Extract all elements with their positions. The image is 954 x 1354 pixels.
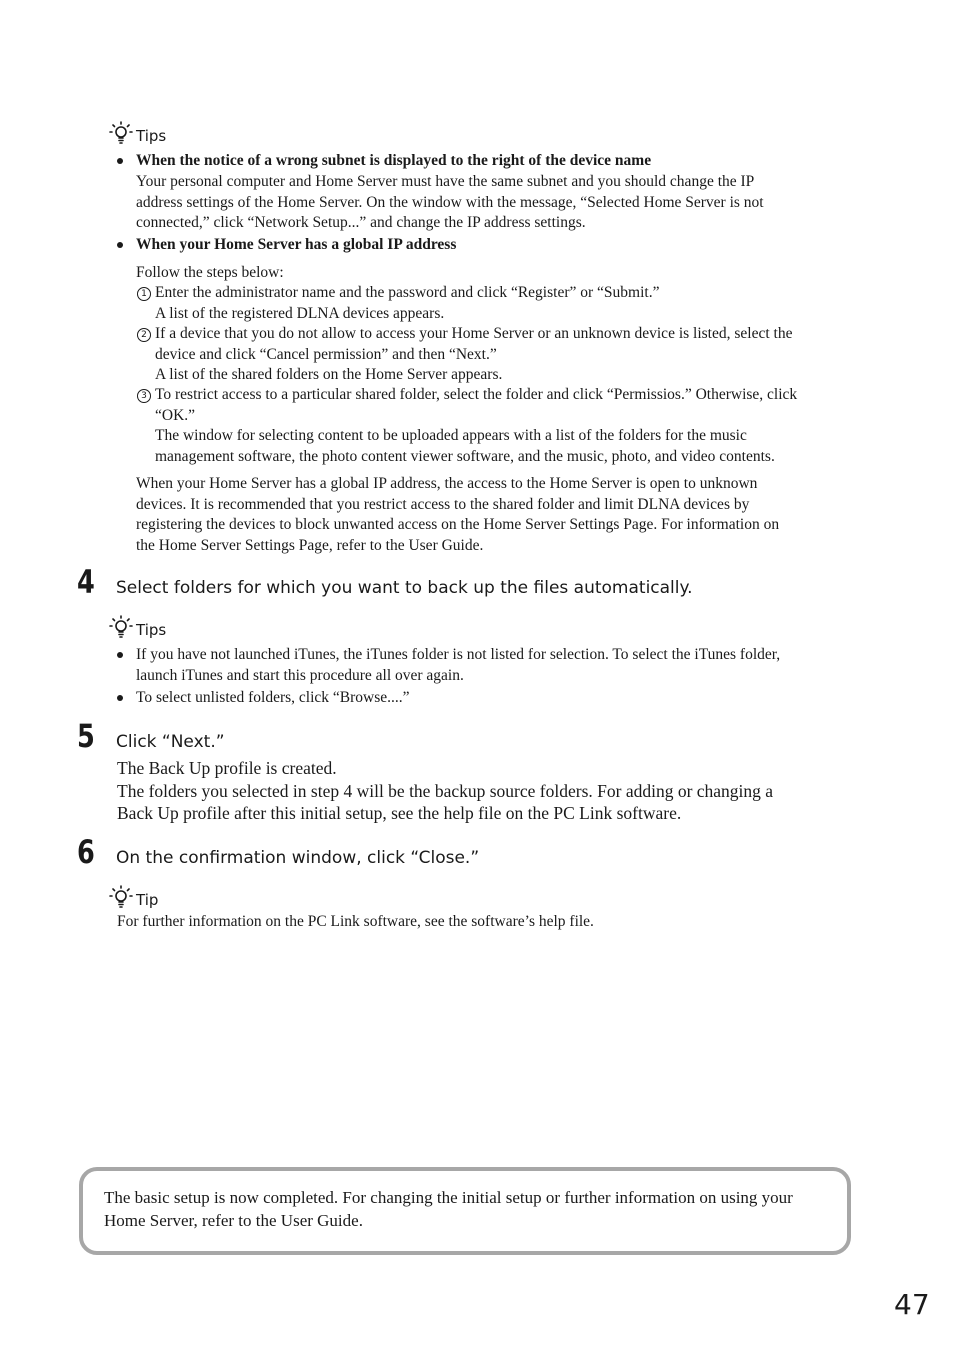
text-line: connected,” click “Network Setup...” and change the IP address settings. [136,214,586,232]
text-line: Back Up profile after this initial setup, see the help file on the PC Link software. [117,803,682,823]
text-line: the Home Server Settings Page, refer to the User Guide. [136,536,484,554]
page-number: 47 [894,1288,930,1321]
circled-number: 3 [137,389,151,403]
bullet [117,652,123,658]
text-line: To restrict access to a particular shared folder, select the folder and click “Permissios.” Otherwise, click [155,386,798,403]
note-text [104,1187,793,1232]
tips-header [109,121,166,145]
bullet [117,695,123,701]
text-line: The Back Up profile is created. [117,758,337,778]
tip-body [136,645,780,686]
text-line: A list of the shared folders on the Home Server appears. [155,366,503,384]
text-line: The window for selecting content to be uploaded appears with a list of the folders for the music [155,427,747,445]
text-line: address settings of the Home Server. On the window with the message, “Selected Home Server is not [136,193,764,211]
tip-body: To select unlisted folders, click “Browse....” [136,689,410,706]
tip-body [136,172,764,234]
text-line: The folders you selected in step 4 will be the backup source folders. For adding or changing a [117,780,774,801]
text-line: management software, the photo content viewer software, and the music, photo, and video contents. [155,447,775,465]
closing-paragraph [136,474,779,556]
step-number: 5 [77,717,95,755]
tips-header [109,885,158,909]
tips-label: Tips [136,127,167,145]
tip-title: When the notice of a wrong subnet is displayed to the right of the device name [136,152,652,169]
lightbulb-icon [109,615,133,639]
text-line: Enter the administrator name and the password and click “Register” or “Submit.” [155,284,660,301]
bullet [117,158,123,164]
text-line: “OK.” [155,406,196,424]
follow-steps: Follow the steps below: [136,264,284,281]
step-text: Select folders for which you want to back up the files automatically. [116,578,693,598]
step-text: On the confirmation window, click “Close.” [116,848,480,868]
text-line: Home Server, refer to the User Guide. [104,1210,363,1230]
step-number: 4 [77,563,95,601]
text-line: A list of the registered DLNA devices appears. [155,304,445,322]
substep [155,324,792,386]
text-line: If a device that you do not allow to access your Home Server or an unknown device is listed, select the [155,325,793,342]
text-line: The basic setup is now completed. For changing the initial setup or further information on using your [104,1188,793,1207]
substep [155,385,797,467]
text-line: launch iTunes and start this procedure all over again. [136,666,464,684]
lightbulb-icon [109,885,133,909]
circled-number: 2 [137,328,151,342]
text-line: When your Home Server has a global IP address, the access to the Home Server is open to unknown [136,475,758,492]
text-line: devices. It is recommended that you restrict access to the shared folder and limit DLNA devices by [136,495,750,513]
tip-body: For further information on the PC Link software, see the software’s help file. [117,913,594,930]
text-line: registering the devices to block unwanted access on the Home Server Settings Page. For information on [136,516,780,534]
step-number: 6 [77,833,95,871]
text-line: device and click “Cancel permission” and then “Next.” [155,345,497,363]
text-line: If you have not launched iTunes, the iTunes folder is not listed for selection. To select the iTunes folder, [136,646,781,663]
tip-title: When your Home Server has a global IP address [136,236,457,253]
step-body [117,757,773,825]
substep [155,283,659,324]
tips-header [109,615,166,639]
circled-number: 1 [137,287,151,301]
tips-label: Tips [136,621,167,639]
tip-label: Tip [136,891,159,909]
step-text: Click “Next.” [116,732,225,752]
text-line: Your personal computer and Home Server must have the same subnet and you should change the IP [136,173,755,190]
lightbulb-icon [109,121,133,145]
bullet [117,242,123,248]
